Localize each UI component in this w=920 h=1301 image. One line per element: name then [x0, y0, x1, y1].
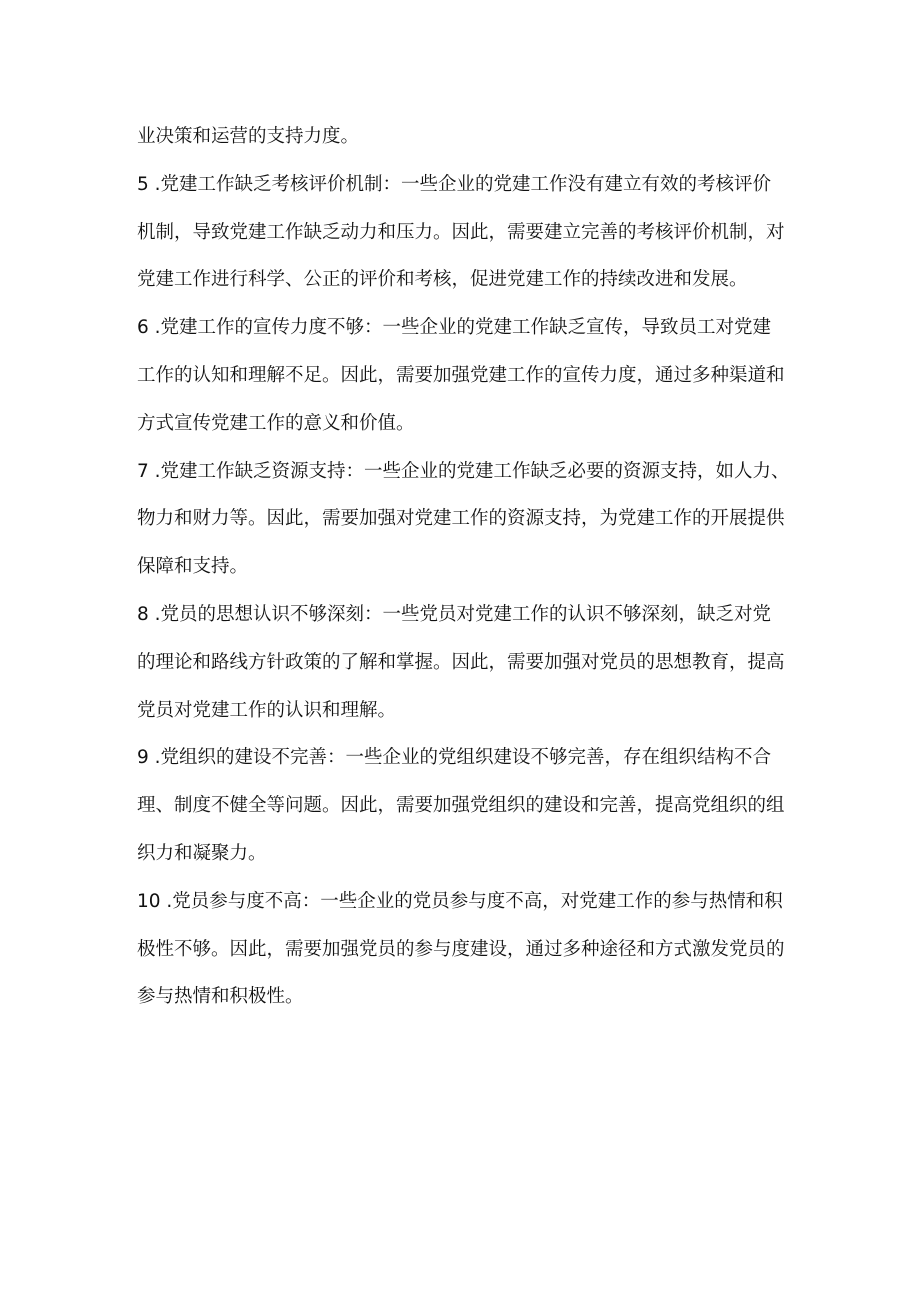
paragraph-line: 5 .党建工作缺乏考核评价机制：一些企业的党建工作没有建立有效的考核评价	[137, 173, 772, 195]
paragraph-line: 参与热情和积极性。	[137, 986, 304, 1008]
paragraph-line: 理、制度不健全等问题。因此，需要加强党组织的建设和完善，提高党组织的组	[137, 795, 785, 817]
paragraph-line: 10 .党员参与度不高：一些企业的党员参与度不高，对党建工作的参与热情和积	[137, 890, 783, 912]
paragraph-line: 业决策和运营的支持力度。	[137, 126, 360, 147]
paragraph-line: 机制，导致党建工作缺乏动力和压力。因此，需要建立完善的考核评价机制，对	[137, 221, 785, 243]
document-body	[137, 113, 790, 1021]
paragraph-line: 极性不够。因此，需要加强党员的参与度建设，通过多种途径和方式激发党员的	[137, 938, 785, 960]
paragraph-line: 6 .党建工作的宣传力度不够：一些企业的党建工作缺乏宣传，导致员工对党建	[137, 317, 772, 339]
paragraph-line: 7 .党建工作缺乏资源支持：一些企业的党建工作缺乏必要的资源支持，如人力、	[137, 460, 790, 482]
paragraph-line: 工作的认知和理解不足。因此，需要加强党建工作的宣传力度，通过多种渠道和	[137, 364, 785, 386]
paragraph-line: 织力和凝聚力。	[137, 842, 267, 864]
paragraph-line: 保障和支持。	[137, 556, 249, 578]
paragraph-line: 8 .党员的思想认识不够深刻：一些党员对党建工作的认识不够深刻，缺乏对党	[137, 603, 772, 625]
paragraph-line: 党建工作进行科学、公正的评价和考核，促进党建工作的持续改进和发展。	[137, 269, 748, 291]
paragraph-line: 党员对党建工作的认识和理解。	[137, 699, 397, 721]
paragraph-line: 物力和财力等。因此，需要加强对党建工作的资源支持，为党建工作的开展提供	[137, 508, 785, 530]
paragraph-line: 9 .党组织的建设不完善：一些企业的党组织建设不够完善，存在组织结构不合	[137, 747, 772, 769]
paragraph-line: 方式宣传党建工作的意义和价值。	[137, 412, 415, 434]
paragraph-line: 的理论和路线方针政策的了解和掌握。因此，需要加强对党员的思想教育，提高	[137, 651, 785, 673]
